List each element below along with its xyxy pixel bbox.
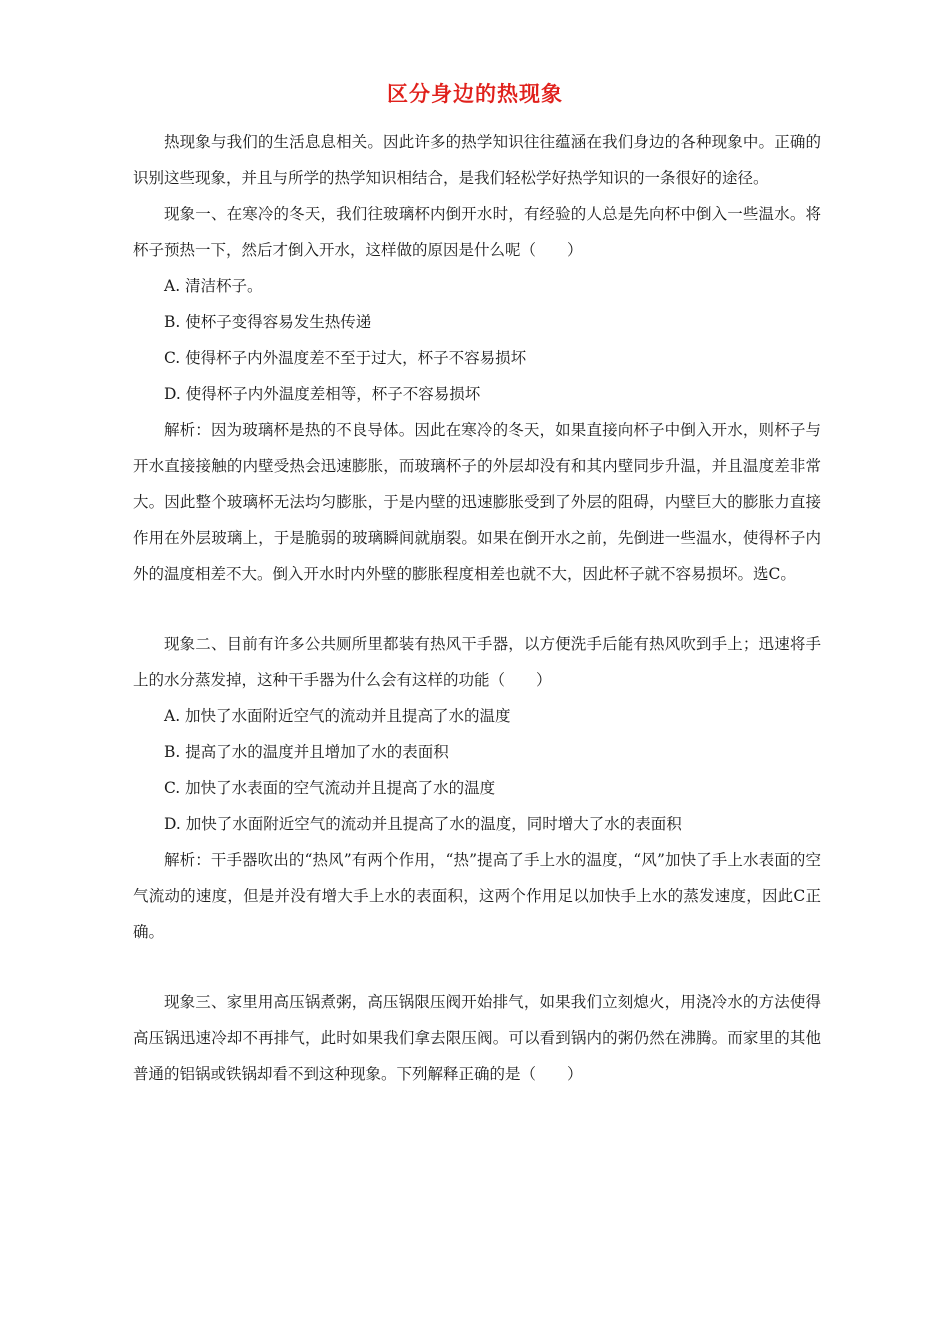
question-1-option-c: C. 使得杯子内外温度差不至于过大，杯子不容易损坏 <box>164 349 527 367</box>
question-1-option-a: A. 清洁杯子。 <box>164 277 263 295</box>
question-3-stem: 现象三、家里用高压锅煮粥，高压锅限压阀开始排气，如果我们立刻熄火，用浇冷水的方法使得高压锅迅速冷却不再排气，此时如果我们拿去限压阀。可以看到锅内的粥仍然在沸腾。而家里的其他普通的铝锅或铁锅却看不到这种现象。下列解释正确的是（ ） <box>133 993 821 1083</box>
question-1-stem: 现象一、在寒冷的冬天，我们往玻璃杯内倒开水时，有经验的人总是先向杯中倒入一些温水。将杯子预热一下，然后才倒入开水，这样做的原因是什么呢（ ） <box>133 205 821 259</box>
intro-paragraph: 热现象与我们的生活息息相关。因此许多的热学知识往往蕴涵在我们身边的各种现象中。正确的识别这些现象，并且与所学的热学知识相结合，是我们轻松学好热学知识的一条很好的途径。 <box>133 133 821 187</box>
question-2-option-a: A. 加快了水面附近空气的流动并且提高了水的温度 <box>164 707 511 725</box>
question-2-analysis: 解析：干手器吹出的“热风”有两个作用，“热”提高了手上水的温度，“风”加快了手上水表面的空气流动的速度，但是并没有增大手上水的表面积，这两个作用足以加快手上水的蒸发速度，因此C正确。 <box>133 851 821 941</box>
question-2-option-c: C. 加快了水表面的空气流动并且提高了水的温度 <box>164 779 496 797</box>
question-1 <box>133 196 821 592</box>
question-2 <box>133 626 821 950</box>
question-2-option-d: D. 加快了水面附近空气的流动并且提高了水的温度，同时增大了水的表面积 <box>164 815 682 833</box>
question-3 <box>133 984 821 1092</box>
question-2-option-b: B. 提高了水的温度并且增加了水的表面积 <box>164 743 449 761</box>
document-title: 区分身边的热现象 <box>387 82 563 106</box>
spacer <box>133 950 821 984</box>
question-1-option-d: D. 使得杯子内外温度差相等，杯子不容易损坏 <box>164 385 481 403</box>
spacer <box>133 592 821 626</box>
question-2-stem: 现象二、目前有许多公共厕所里都装有热风干手器，以方便洗手后能有热风吹到手上；迅速将手上的水分蒸发掉，这种干手器为什么会有这样的功能（ ） <box>133 635 821 689</box>
question-1-option-b: B. 使杯子变得容易发生热传递 <box>164 313 372 331</box>
document-body <box>133 124 821 1092</box>
question-1-analysis: 解析：因为玻璃杯是热的不良导体。因此在寒冷的冬天，如果直接向杯子中倒入开水，则杯子与开水直接接触的内壁受热会迅速膨胀，而玻璃杯子的外层却没有和其内壁同步升温，并且温度差非常大。因此整个玻璃杯无法均匀膨胀，于是内壁的迅速膨胀受到了外层的阻碍，内壁巨大的膨胀力直接作用在外层玻璃上，于是脆弱的玻璃瞬间就崩裂。如果在倒开水之前，先倒进一些温水，使得杯子内外的温度相差不大。倒入开水时内外壁的膨胀程度相差也就不大，因此杯子就不容易损坏。选C。 <box>133 421 821 583</box>
